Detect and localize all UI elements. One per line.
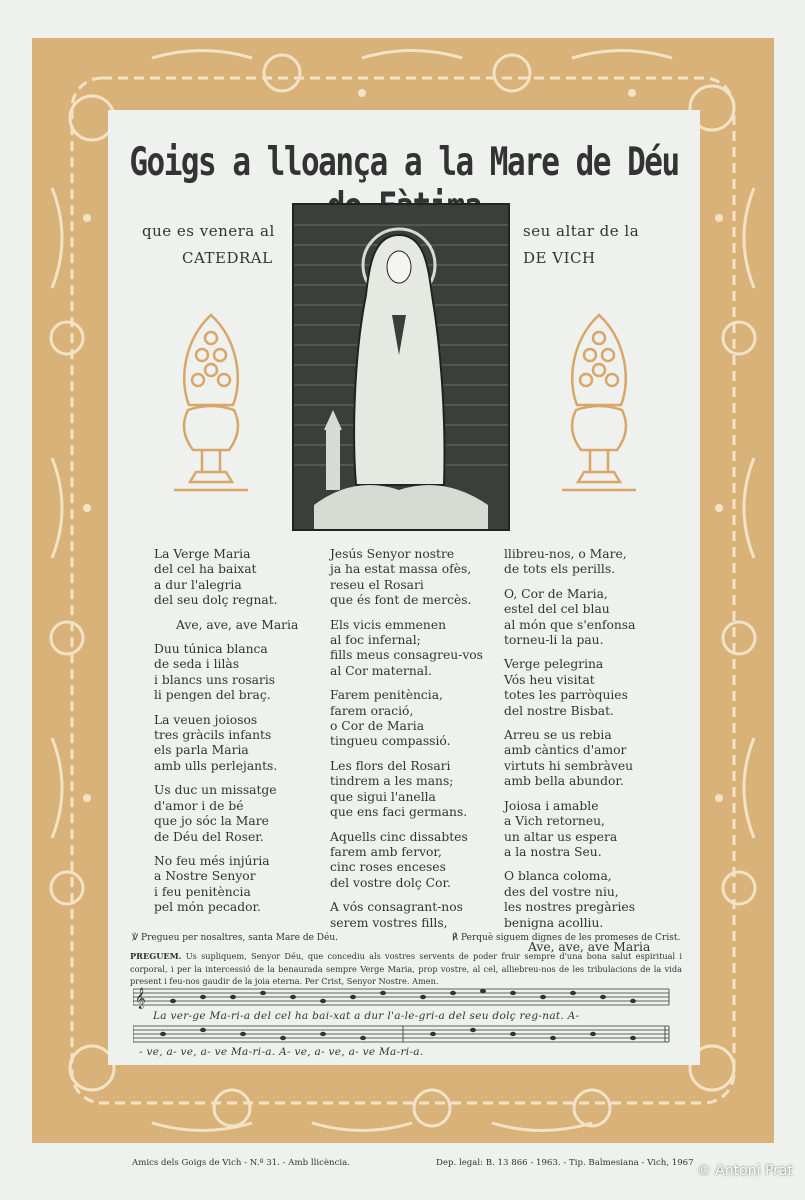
stanza: Arreu se us rebia amb càntics d'amor virtuts hi sembràveu amb bella abundor. [504, 728, 634, 789]
prayer-label: PREGUEM. [130, 951, 182, 961]
stanza: Joiosa i amable a Vich retorneu, un altar us espera a la nostra Seu. [504, 798, 618, 859]
refrain: Ave, ave, ave Maria [176, 617, 299, 632]
virgin-figure-icon [294, 205, 508, 529]
response: ℟ Perquè siguem dignes de les promeses de Crist. [452, 933, 681, 943]
footer-right: Dep. legal: B. 13 866 - 1963. - Tip. Balmesiana - Vich, 1967 [436, 1158, 694, 1168]
versicle: ℣ Pregueu per nosaltres, santa Mare de Déu. [132, 933, 338, 943]
goigs-sheet [108, 110, 700, 1065]
left-flower-urn-icon [174, 310, 248, 500]
virgin-woodcut-image [292, 203, 510, 531]
music-score [133, 986, 681, 1061]
prayer [130, 950, 682, 988]
svg-text:𝄞: 𝄞 [135, 988, 146, 1009]
stanza: La Verge Maria del cel ha baixat a dur l'alegria del seu dolç regnat. [154, 547, 278, 608]
verses-column-2 [330, 547, 483, 940]
prayer-text: Us supliquem, Senyor Déu, que concediu als vostres servents de poder fruir sempre d'una bona salut espiritual i corporal, i per la intercessió de la benaurada sempre Verge Maria, prop vostre, al cel, alliebreu-nos de les tribulacions de la vida present i feu-nos gaudir de la joia eterna. Per Crist, Senyor Nostre. Amen. [130, 951, 682, 986]
stanza: Farem penitència, farem oració, o Cor de Maria tingueu compassió. [330, 688, 451, 749]
subtitle-left-line2: CATEDRAL [182, 249, 273, 267]
stanza: O blanca coloma, des del vostre niu, les nostres pregàries benigna acolliu. [504, 869, 636, 930]
page-title: Goigs a lloança a la Mare de Déu [129, 140, 679, 185]
stanza: Aquells cinc dissabtes farem amb fervor, cinc roses enceses del vostre dolç Cor. [330, 829, 468, 890]
music-lyric-line1: La ver-ge Ma-ri-a del cel ha bai-xat a dur l'a-le-gri-a del seu dolç reg-nat. A- [153, 1010, 580, 1022]
stanza: No feu més injúria a Nostre Senyor i feu penitència pel món pecador. [154, 853, 270, 915]
stanza: Verge pelegrina Vós heu visitat totes les parròquies del nostre Bisbat. [504, 657, 628, 718]
refrain: Ave, ave, ave Maria [528, 939, 651, 954]
stanza: O, Cor de Maria, estel del cel blau al món que s'enfonsa torneu-li la pau. [504, 586, 636, 648]
stanza: A vós consagrant-nos serem vostres fills, [330, 900, 463, 930]
footer-left: Amics dels Goigs de Vich - N.º 31. - Amb llicència. [132, 1158, 350, 1168]
subtitle-right-line1: seu altar de la [523, 222, 640, 240]
stanza: Us duc un missatge d'amor i de bé que jo sóc la Mare de Déu del Roser. [154, 783, 277, 844]
subtitle-left-line1: que es venera al [142, 222, 275, 240]
stanza: Jesús Senyor nostre ja ha estat massa ofès, reseu el Rosari que és font de mercès. [330, 547, 472, 608]
right-flower-urn-icon [562, 310, 636, 500]
stanza: Duu túnica blanca de seda i lilàs i blancs uns rosaris li pengen del braç. [154, 642, 276, 703]
subtitle-right-line2: DE VICH [523, 249, 596, 267]
music-lyric-line2: - ve, a- ve, a- ve Ma-ri-a. A- ve, a- ve, a- ve Ma-ri-a. [139, 1046, 424, 1058]
stanza: Les flors del Rosari tindrem a les mans; que sigui l'anella que ens faci germans. [330, 758, 468, 820]
stanza: Els vicis emmenen al foc infernal; fills meus consagreu-vos al Cor maternal. [330, 617, 483, 678]
verses-column-3 [504, 547, 650, 964]
stanza: La veuen joiosos tres gràcils infants els parla Maria amb ulls perlejants. [154, 712, 278, 773]
verses-column-1 [154, 547, 298, 925]
stanza: llibreu-nos, o Mare, de tots els perills. [504, 547, 627, 577]
copyright-watermark: © Antoni Prat [696, 1163, 793, 1179]
